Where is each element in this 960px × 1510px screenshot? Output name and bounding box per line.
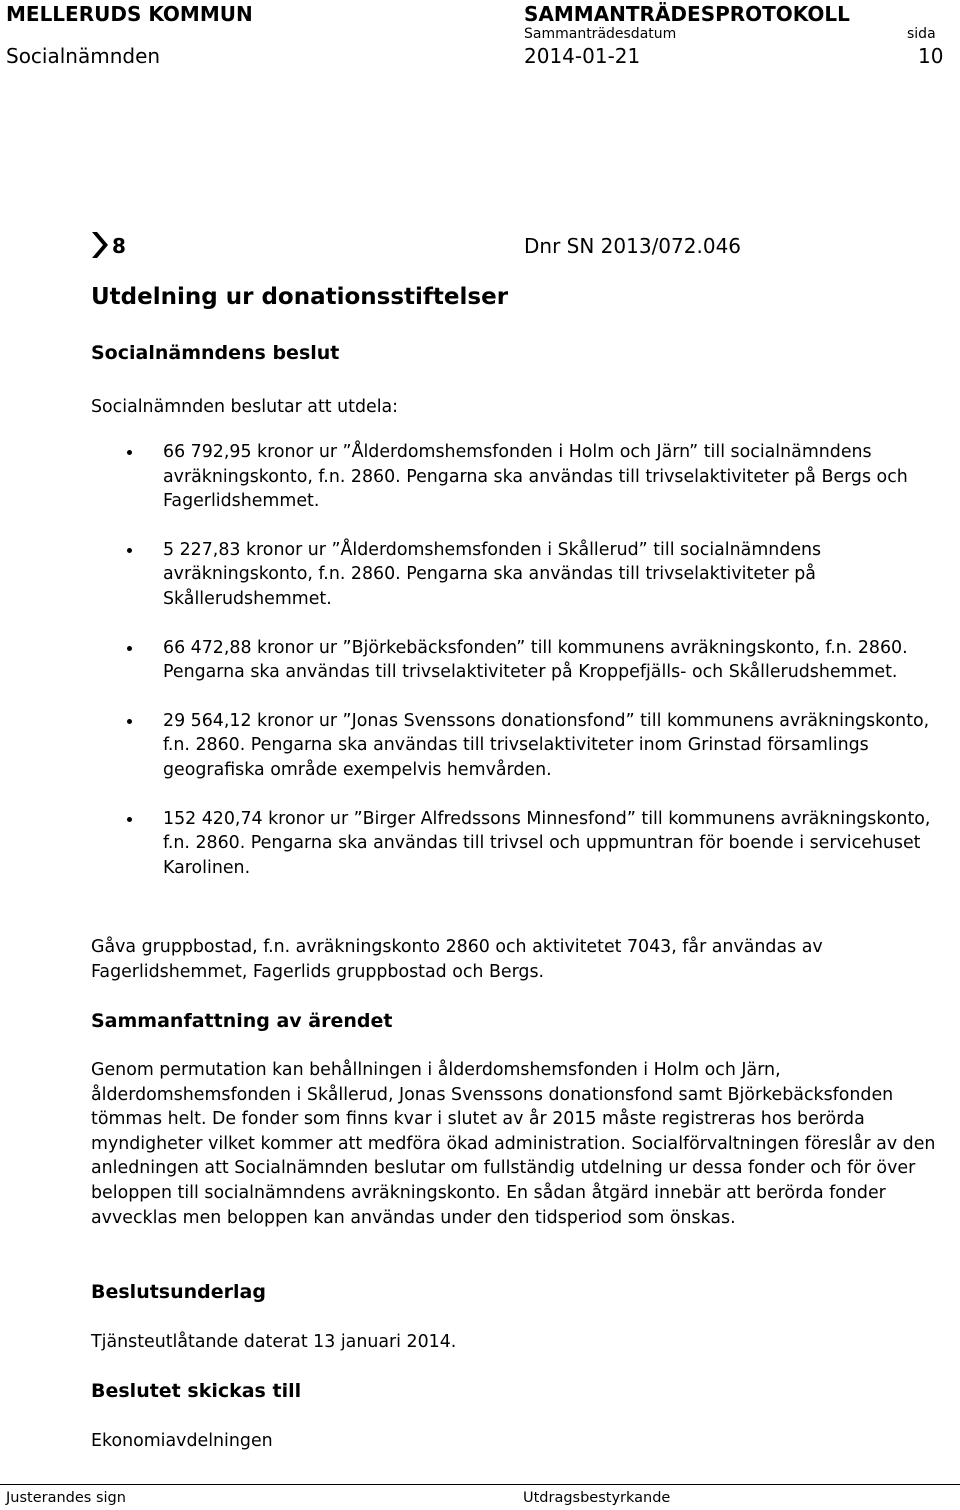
protocol-title: SAMMANTRÄDESPROTOKOLL — [524, 2, 850, 26]
list-item: 29 564,12 kronor ur ”Jonas Svenssons donationsfond” till kommunens avräkningskonto, f.n. 2860. Pengarna ska användas till trivselaktiviteter inom Grinstad församlings geografiska område exempelvis hemvården. — [91, 709, 951, 783]
list-item: 66 472,88 kronor ur ”Björkebäcksfonden” till kommunens avräkningskonto, f.n. 2860. Pengarna ska användas till trivselaktiviteter på Kroppefjälls- och Skållerudshemmet. — [91, 636, 951, 685]
decision-intro: Socialnämnden beslutar att utdela: — [91, 397, 399, 417]
basis-text: Tjänsteutlåtande daterat 13 januari 2014. — [91, 1332, 457, 1352]
decision-list — [91, 440, 951, 904]
decision-heading: Socialnämndens beslut — [91, 342, 340, 364]
municipality-name: MELLERUDS KOMMUN — [6, 2, 253, 26]
recipients-heading: Beslutet skickas till — [91, 1380, 302, 1402]
page-title: Utdelning ur donationsstiftelser — [91, 284, 509, 310]
footer-adjuster-sign: Justerandes sign — [6, 1490, 126, 1506]
list-item: 152 420,74 kronor ur ”Birger Alfredssons Minnesfond” till kommunens avräkningskonto, f.n. 2860. Pengarna ska användas till trivsel och uppmuntran för boende i servicehuset Karolinen. — [91, 807, 951, 881]
footer-divider — [0, 1484, 960, 1485]
gift-paragraph: Gåva gruppbostad, f.n. avräkningskonto 2860 och aktivitetet 7043, får användas av Fagerlidshemmet, Fagerlids gruppbostad och Bergs. — [91, 937, 823, 982]
summary-text: Genom permutation kan behållningen i ålderdomshemsfonden i Holm och Järn, ålderdomshemsfonden i Skållerud, Jonas Svenssons donationsfond samt Björkebäcksfonden tömmas helt. De fonder som finns kvar i slutet av år 2015 måste registreras hos berörda myndigheter vilket kommer att medföra ökad administration. Socialförvaltningen föreslår av den anledningen att Socialnämnden beslutar om fullständig utdelning ur dessa fonder och för över beloppen till socialnämndens avräkningskonto. En sådan åtgärd innebär att berörda fonder avvecklas men beloppen kan användas under den tidsperiod som önskas. — [91, 1060, 936, 1228]
page-label: sida — [907, 26, 936, 42]
paragraph-number: 8 — [112, 234, 126, 258]
basis-heading: Beslutsunderlag — [91, 1281, 266, 1303]
meeting-date: 2014-01-21 — [524, 44, 641, 68]
list-item: 66 792,95 kronor ur ”Ålderdomshemsfonden i Holm och Järn” till socialnämndens avräkningskonto, f.n. 2860. Pengarna ska användas till trivselaktiviteter på Bergs och Fagerlidshemmet. — [91, 440, 951, 514]
date-label: Sammanträdesdatum — [524, 26, 677, 42]
page-number: 10 — [918, 44, 944, 68]
footer-certification: Utdragsbestyrkande — [523, 1490, 671, 1506]
list-item: 5 227,83 kronor ur ”Ålderdomshemsfonden i Skållerud” till socialnämndens avräkningskonto, f.n. 2860. Pengarna ska användas till trivselaktiviteter på Skållerudshemmet. — [91, 538, 951, 612]
dnr: Dnr SN 2013/072.046 — [524, 234, 742, 258]
recipients-text: Ekonomiavdelningen — [91, 1431, 273, 1451]
summary-heading: Sammanfattning av ärendet — [91, 1010, 393, 1032]
paragraph-chevron-icon — [92, 232, 108, 258]
committee-name: Socialnämnden — [6, 44, 161, 68]
